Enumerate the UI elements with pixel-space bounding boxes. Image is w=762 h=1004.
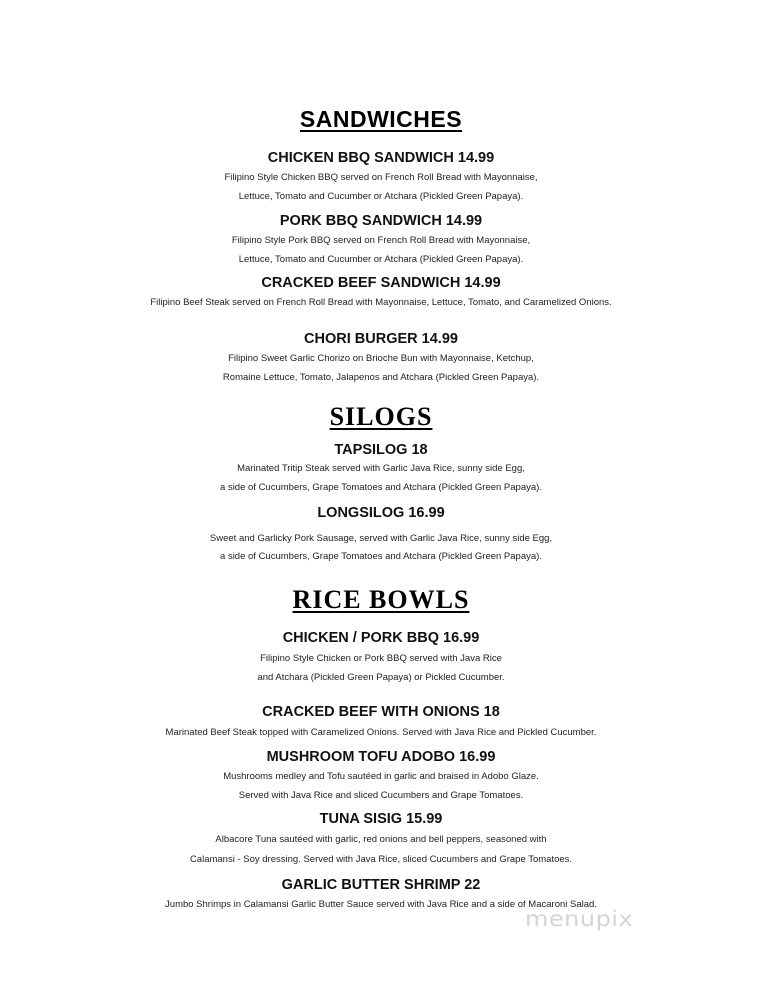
menu-item-description: a side of Cucumbers, Grape Tomatoes and Atchara (Pickled Green Papaya). <box>220 551 542 562</box>
menu-item-description: Filipino Sweet Garlic Chorizo on Brioche Bun with Mayonnaise, Ketchup, <box>228 353 534 364</box>
menupix-watermark: menupix <box>525 906 634 932</box>
menu-item-description: and Atchara (Pickled Green Papaya) or Pickled Cucumber. <box>257 672 505 683</box>
menu-item-description: Filipino Style Pork BBQ served on French Roll Bread with Mayonnaise, <box>231 235 531 246</box>
menu-item-name: LONGSILOG 16.99 <box>317 505 445 521</box>
menu-item-name: TAPSILOG 18 <box>334 442 428 458</box>
section-title-silogs: SILOGS <box>329 402 433 431</box>
menu-item-description: Marinated Beef Steak topped with Caramelized Onions. Served with Java Rice and Pickled Cucumber. <box>165 727 597 738</box>
menu-item-description: Marinated Tritip Steak served with Garlic Java Rice, sunny side Egg, <box>237 463 525 474</box>
menu-item-name: CHORI BURGER 14.99 <box>304 331 458 347</box>
menu-item-name: CRACKED BEEF SANDWICH 14.99 <box>261 275 501 291</box>
menu-item-description: Filipino Style Chicken or Pork BBQ served with Java Rice <box>260 653 502 664</box>
menu-item-name: MUSHROOM TOFU ADOBO 16.99 <box>266 749 496 765</box>
menu-item-name: GARLIC BUTTER SHRIMP 22 <box>281 877 481 893</box>
section-title-rice-bowls: RICE BOWLS <box>292 585 470 614</box>
menu-item-description: Mushrooms medley and Tofu sautéed in garlic and braised in Adobo Glaze. <box>223 771 539 782</box>
menu-item-name: CRACKED BEEF WITH ONIONS 18 <box>262 704 500 720</box>
menu-item-name: CHICKEN BBQ SANDWICH 14.99 <box>267 150 495 166</box>
menu-item-name: TUNA SISIG 15.99 <box>319 811 443 827</box>
menu-item-name: CHICKEN / PORK BBQ 16.99 <box>282 630 480 646</box>
menu-item-description: Romaine Lettuce, Tomato, Jalapenos and Atchara (Pickled Green Papaya). <box>222 372 540 383</box>
menu-item-description: Albacore Tuna sautéed with garlic, red onions and bell peppers, seasoned with <box>215 834 547 845</box>
menu-item-description: Filipino Beef Steak served on French Roll Bread with Mayonnaise, Lettuce, Tomato, and Caramelized Onions. <box>150 297 612 308</box>
menu-item-name: PORK BBQ SANDWICH 14.99 <box>279 213 483 229</box>
menu-item-description: Lettuce, Tomato and Cucumber or Atchara (Pickled Green Papaya). <box>238 191 524 202</box>
section-title-sandwiches: SANDWICHES <box>299 106 463 132</box>
menu-item-description: Lettuce, Tomato and Cucumber or Atchara (Pickled Green Papaya). <box>238 254 524 265</box>
menu-item-description: Sweet and Garlicky Pork Sausage, served with Garlic Java Rice, sunny side Egg, <box>209 533 553 544</box>
menu-item-description: Served with Java Rice and sliced Cucumbers and Grape Tomatoes. <box>238 790 524 801</box>
menu-item-description: a side of Cucumbers, Grape Tomatoes and Atchara (Pickled Green Papaya). <box>220 482 542 493</box>
menu-item-description: Jumbo Shrimps in Calamansi Garlic Butter Sauce served with Java Rice and a side of Macaroni Salad. <box>165 899 597 910</box>
menu-item-description: Calamansi - Soy dressing. Served with Java Rice, sliced Cucumbers and Grape Tomatoes. <box>189 854 573 865</box>
menu-item-description: Filipino Style Chicken BBQ served on French Roll Bread with Mayonnaise, <box>224 172 538 183</box>
